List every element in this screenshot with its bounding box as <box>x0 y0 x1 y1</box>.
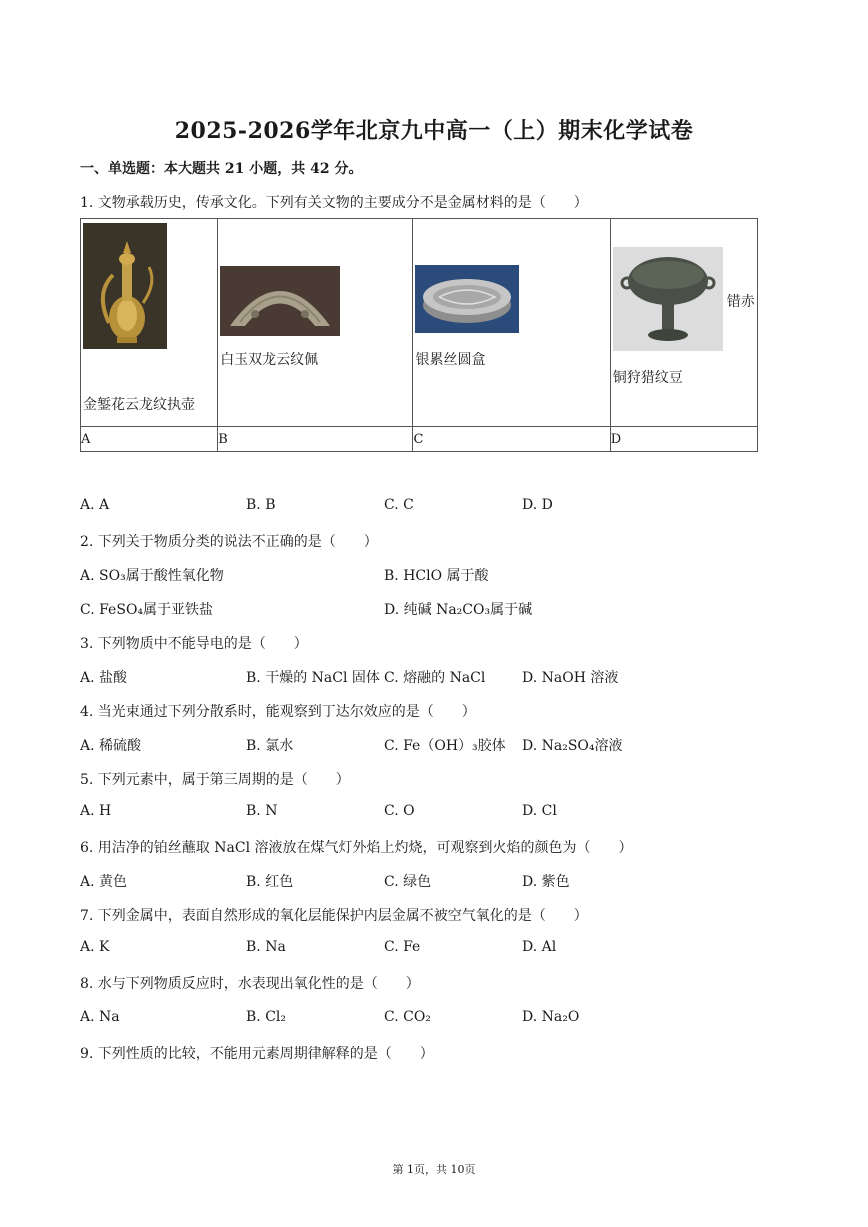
option-a: A. SO₃属于酸性氧化物 <box>80 568 224 584</box>
option-a: A. K <box>80 939 110 955</box>
question-3-stem: 3. 下列物质中不能导电的是（ ） <box>80 636 308 652</box>
silver-box-image <box>415 265 519 333</box>
option-a: A. 稀硫酸 <box>80 738 142 754</box>
artifact-d-caption: 铜狩猎纹豆 <box>612 370 683 386</box>
option-c: C. FeSO₄属于亚铁盐 <box>80 602 214 618</box>
page-footer: 第 1页，共 10页 <box>392 1163 476 1176</box>
artifact-cell-b <box>218 219 413 427</box>
option-c: C. 绿色 <box>384 874 432 890</box>
artifact-d-letter: D <box>610 427 757 452</box>
question-1-stem: 1. 文物承载历史，传承文化。下列有关文物的主要成分不是金属材料的是（ ） <box>80 195 588 211</box>
option-d: D. D <box>522 497 553 513</box>
question-3-options <box>80 667 780 689</box>
option-c: C. Fe <box>384 939 421 955</box>
artifact-a-caption: 金錾花云龙纹执壶 <box>83 397 195 413</box>
option-a: A. A <box>80 497 110 513</box>
question-7-stem: 7. 下列金属中，表面自然形成的氧化层能保护内层金属不被空气氧化的是（ ） <box>80 908 588 924</box>
option-b: B. Na <box>246 939 286 955</box>
option-c: C. Fe（OH）₃胶体 <box>384 738 506 754</box>
question-5-options <box>80 803 780 825</box>
option-c: C. C <box>384 497 414 513</box>
section-heading: 一、单选题：本大题共 21 小题，共 42 分。 <box>80 161 363 177</box>
question-8-stem: 8. 水与下列物质反应时，水表现出氧化性的是（ ） <box>80 976 420 992</box>
gold-ewer-image <box>83 223 167 349</box>
bronze-vessel-image <box>613 247 723 351</box>
artifact-cell-d <box>610 219 757 427</box>
option-b: B. 氯水 <box>246 738 294 754</box>
option-b: B. HClO 属于酸 <box>384 568 489 584</box>
artifact-a-letter: A <box>81 427 218 452</box>
exam-title: 2025-2026学年北京九中高一（上）期末化学试卷 <box>174 118 694 144</box>
question-4-options <box>80 735 780 757</box>
question-8-options <box>80 1009 780 1031</box>
artifact-b-caption: 白玉双龙云纹佩 <box>220 352 319 368</box>
option-d: D. Na₂O <box>522 1009 580 1025</box>
option-c: C. O <box>384 803 415 819</box>
question-5-stem: 5. 下列元素中，属于第三周期的是（ ） <box>80 772 350 788</box>
artifact-c-letter: C <box>413 427 610 452</box>
option-d: D. Na₂SO₄溶液 <box>522 738 623 754</box>
option-c: C. CO₂ <box>384 1009 431 1025</box>
question-2-options-row-2 <box>80 599 780 621</box>
question-6-options <box>80 871 780 893</box>
question-4-stem: 4. 当光束通过下列分散系时，能观察到丁达尔效应的是（ ） <box>80 704 476 720</box>
artifact-c-caption: 银累丝圆盒 <box>415 352 486 368</box>
option-a: A. 黄色 <box>80 874 128 890</box>
option-a: A. Na <box>80 1009 120 1025</box>
option-a: A. H <box>80 803 112 819</box>
option-d: D. NaOH 溶液 <box>522 670 619 686</box>
option-d: D. 紫色 <box>522 874 570 890</box>
option-d: D. 纯碱 Na₂CO₃属于碱 <box>384 602 533 618</box>
question-2-stem: 2. 下列关于物质分类的说法不正确的是（ ） <box>80 534 378 550</box>
option-b: B. Cl₂ <box>246 1009 286 1025</box>
jade-pendant-image <box>220 266 340 336</box>
artifact-b-letter: B <box>218 427 413 452</box>
question-7-options <box>80 939 780 961</box>
option-b: B. 红色 <box>246 874 294 890</box>
artifact-d-side-label: 错赤 <box>726 294 755 310</box>
option-d: D. Al <box>522 939 557 955</box>
artifact-cell-c <box>413 219 610 427</box>
option-b: B. 干燥的 NaCl 固体 <box>246 670 380 686</box>
option-b: B. N <box>246 803 278 819</box>
option-c: C. 熔融的 NaCl <box>384 670 486 686</box>
option-b: B. B <box>246 497 276 513</box>
option-a: A. 盐酸 <box>80 670 128 686</box>
question-2-options-row-1 <box>80 565 780 587</box>
question-1-options <box>80 497 780 519</box>
artifact-cell-a <box>81 219 218 427</box>
question-6-stem: 6. 用洁净的铂丝蘸取 NaCl 溶液放在煤气灯外焰上灼烧，可观察到火焰的颜色为（ ） <box>80 840 633 856</box>
option-d: D. Cl <box>522 803 557 819</box>
artifact-table <box>80 218 758 452</box>
question-9-stem: 9. 下列性质的比较，不能用元素周期律解释的是（ ） <box>80 1046 434 1062</box>
